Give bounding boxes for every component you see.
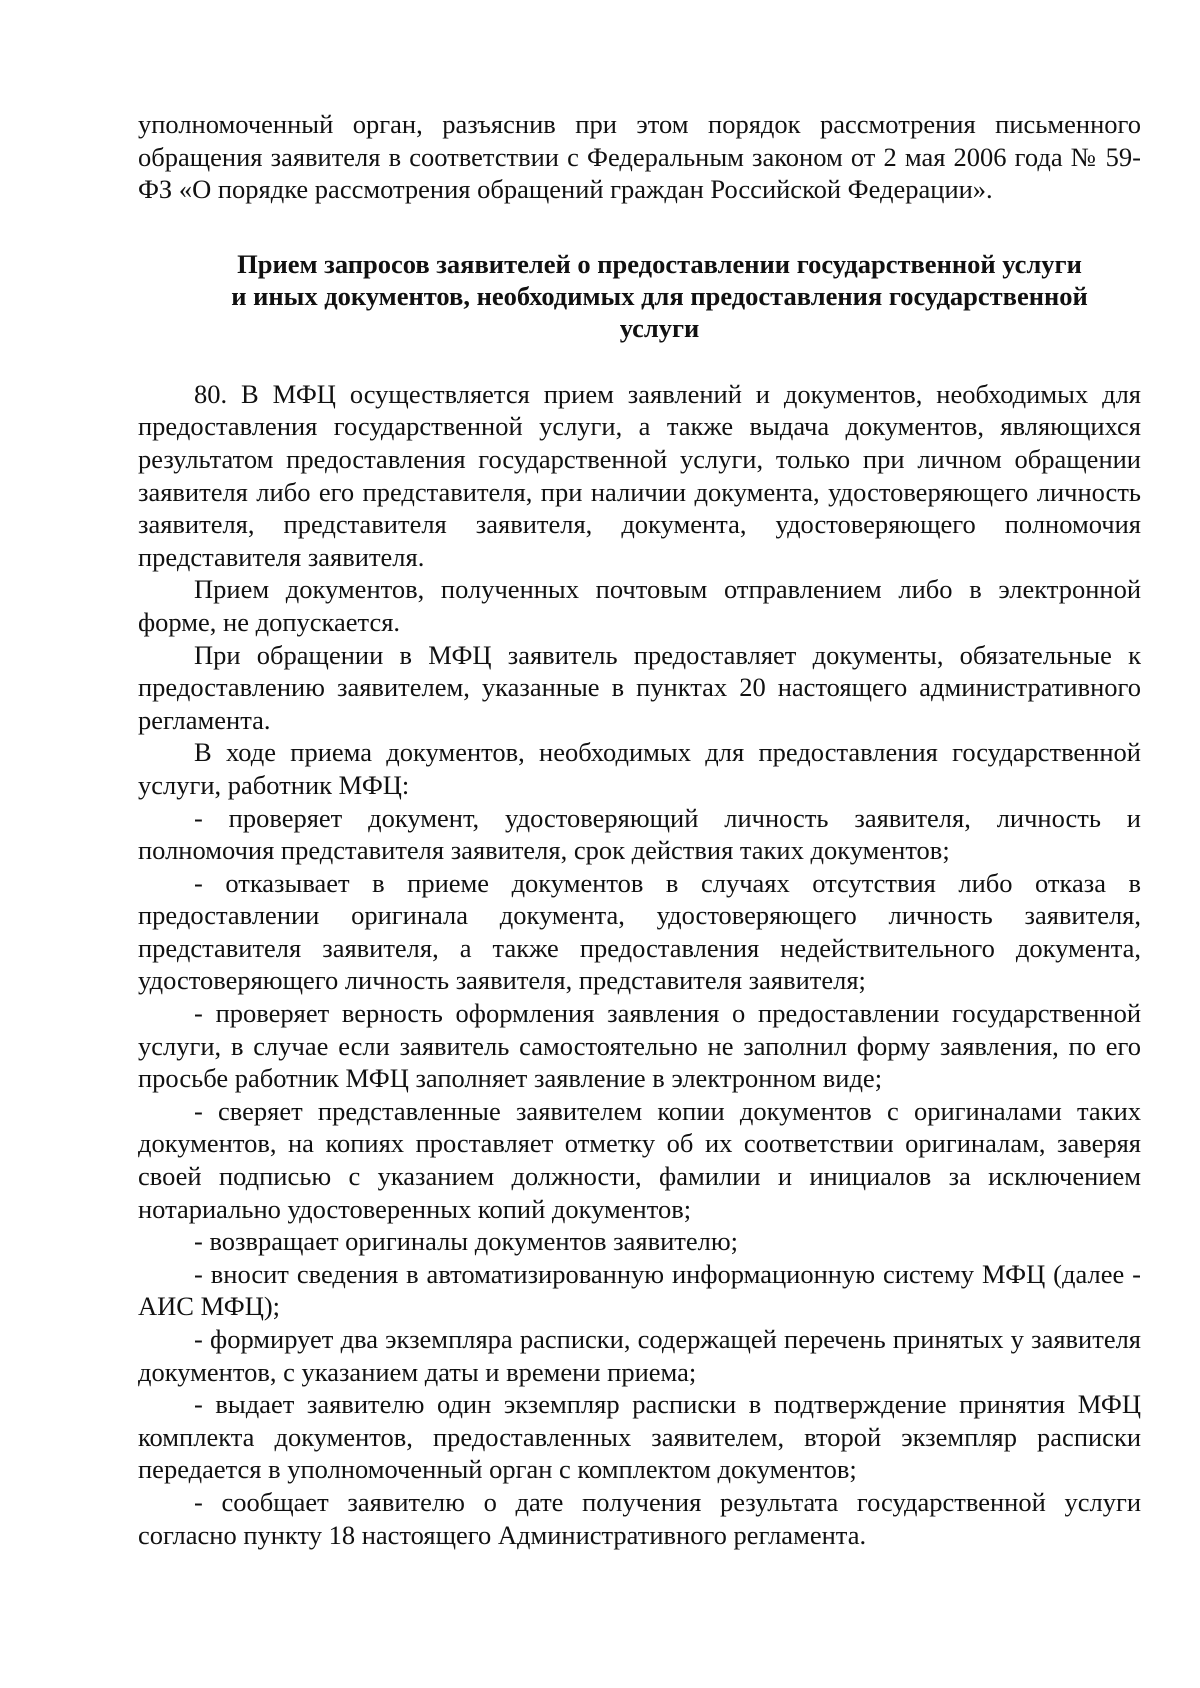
list-item-refuse: - отказывает в приеме документов в случаях отсутствия либо отказа в предоставлении оригинала документа, удостоверяющего личность заявителя, представителя заявителя, а также предоставления недействительного документа, удостоверяющего личность заявителя, представителя заявителя; bbox=[138, 867, 1141, 996]
paragraph-mfc-worker: В ходе приема документов, необходимых для предоставления государственной услуги, работник МФЦ: bbox=[138, 737, 1141, 800]
heading-line-2: и иных документов, необходимых для предоставления государственной bbox=[231, 280, 1088, 311]
list-item-return-originals: - возвращает оригиналы документов заявителю; bbox=[194, 1226, 739, 1257]
list-item-compare-copies: - сверяет представленные заявителем копии документов с оригиналами таких документов, на копиях проставляет отметку об их соответствии оригиналам, заверяя своей подписью с указанием должности, фамилии и инициалов за исключением нотариально удостоверенных копий документов; bbox=[138, 1095, 1141, 1224]
section-heading bbox=[138, 248, 1141, 344]
paragraph-postal-not-accepted: Прием документов, полученных почтовым отправлением либо в электронной форме, не допускается. bbox=[138, 574, 1141, 637]
intro-paragraph: уполномоченный орган, разъяснив при этом порядок рассмотрения письменного обращения заявителя в соответствии с Федеральным законом от 2 мая 2006 года № 59-ФЗ «О порядке рассмотрения обращений граждан Российской Федерации». bbox=[138, 109, 1141, 205]
list-item-check-application: - проверяет верность оформления заявления о предоставлении государственной услуги, в случае если заявитель самостоятельно не заполнил форму заявления, по его просьбе работник МФЦ заполняет заявление в электронном виде; bbox=[138, 998, 1141, 1094]
list-item-enter-ais: - вносит сведения в автоматизированную информационную систему МФЦ (далее - АИС МФЦ); bbox=[138, 1258, 1141, 1322]
list-item-issue-receipt: - выдает заявителю один экземпляр расписки в подтверждение принятия МФЦ комплекта документов, предоставленных заявителем, второй экземпляр расписки передается в уполномоченный орган с комплектом документов; bbox=[138, 1389, 1141, 1485]
list-item-verify-identity: - проверяет документ, удостоверяющий личность заявителя, личность и полномочия представителя заявителя, срок действия таких документов; bbox=[138, 802, 1141, 866]
list-item-inform-date: - сообщает заявителю о дате получения результата государственной услуги согласно пункту 18 настоящего Административного регламента. bbox=[138, 1486, 1141, 1550]
paragraph-documents-required: При обращении в МФЦ заявитель предоставляет документы, обязательные к предоставлению заявителем, указанные в пунктах 20 настоящего административного регламента. bbox=[138, 639, 1141, 735]
heading-line-1: Прием запросов заявителей о предоставлении государственной услуги bbox=[237, 248, 1082, 279]
paragraph-80: 80. В МФЦ осуществляется прием заявлений и документов, необходимых для предоставления государственной услуги, а также выдача документов, являющихся результатом предоставления государственной услуги, только при личном обращении заявителя либо его представителя, при наличии документа, удостоверяющего личность заявителя, представителя заявителя, документа, удостоверяющего полномочия представителя заявителя. bbox=[138, 378, 1141, 572]
heading-line-3: услуги bbox=[619, 312, 700, 343]
document-page bbox=[138, 108, 1141, 1551]
list-item-form-receipts: - формирует два экземпляра расписки, содержащей перечень принятых у заявителя документов, с указанием даты и времени приема; bbox=[138, 1324, 1141, 1387]
